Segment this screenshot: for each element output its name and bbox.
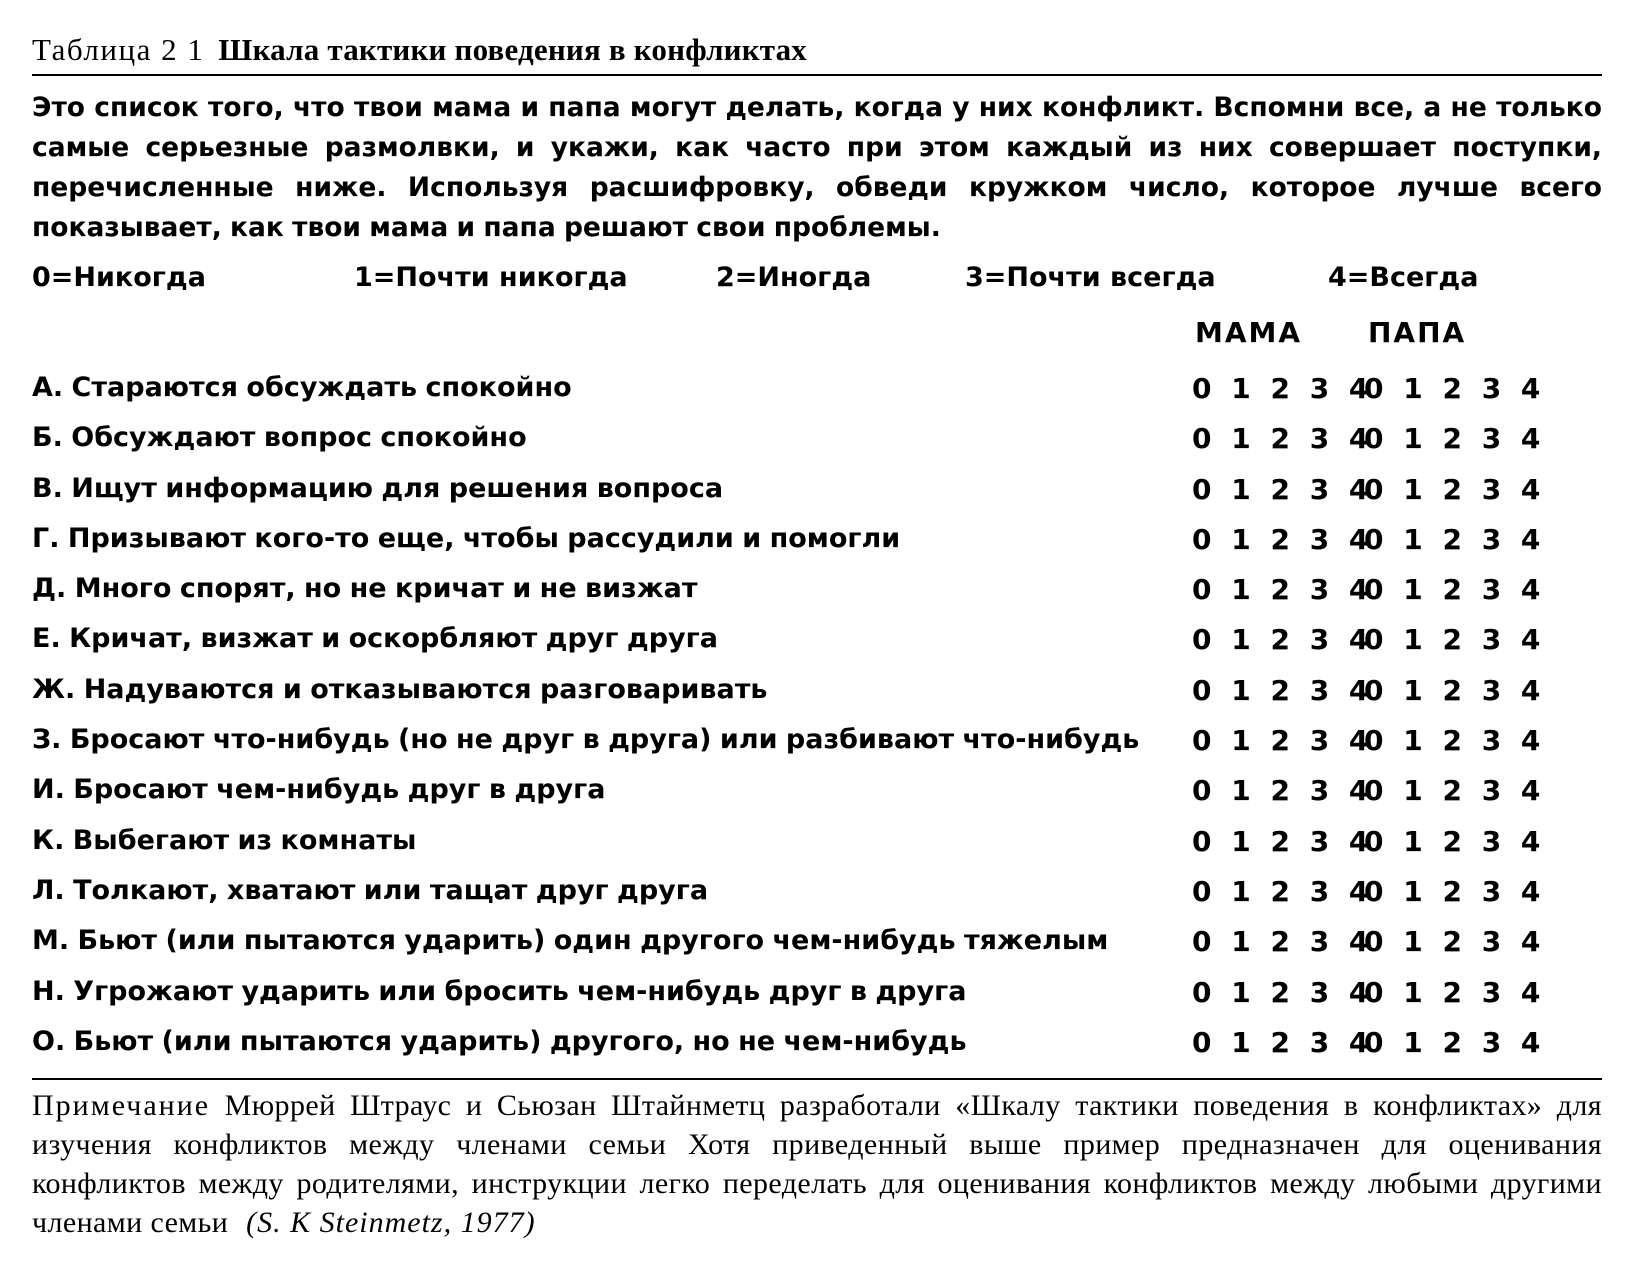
- item-text: З. Бросают что-нибудь (но не друг в друга) или разбивают что-нибудь: [32, 724, 1140, 756]
- item-dad-scale[interactable]: 0 1 2 3 4: [1364, 372, 1546, 405]
- scale-legend: [32, 252, 1602, 304]
- scale-legend-3: 3=Почти всегда: [965, 262, 1216, 293]
- item-text: М. Бьют (или пытаются ударить) один другого чем-нибудь тяжелым: [32, 925, 1109, 957]
- item-dad-scale[interactable]: 0 1 2 3 4: [1364, 874, 1546, 908]
- table-title: [32, 28, 1602, 72]
- note-citation: (S. K Steinmetz, 1977): [246, 1206, 536, 1240]
- item-mom-scale[interactable]: 0 1 2 3 4: [1192, 774, 1374, 808]
- item-dad-scale[interactable]: 0 1 2 3 4: [1364, 673, 1546, 707]
- item-text: В. Ищут информацию для решения вопроса: [32, 472, 724, 504]
- item-dad-scale[interactable]: 0 1 2 3 4: [1364, 472, 1546, 506]
- item-dad-scale[interactable]: 0 1 2 3 4: [1364, 573, 1546, 607]
- item-mom-scale[interactable]: 0 1 2 3 4: [1192, 372, 1374, 405]
- item-text: О. Бьют (или пытаются ударить) другого, но не чем-нибудь: [32, 1025, 967, 1057]
- item-text: Ж. Надуваются и отказываются разговаривать: [32, 673, 768, 705]
- item-dad-scale[interactable]: 0 1 2 3 4: [1364, 975, 1546, 1009]
- item-mom-scale[interactable]: 0 1 2 3 4: [1192, 673, 1374, 707]
- column-headers: [32, 304, 1602, 356]
- column-header-dad: ПАПА: [1368, 316, 1467, 349]
- top-rule: [32, 74, 1602, 76]
- item-row: [32, 867, 1602, 917]
- scale-legend-4: 4=Всегда: [1328, 262, 1479, 293]
- column-header-mom: МАМА: [1195, 316, 1303, 349]
- item-text: А. Стараются обсуждать спокойно: [32, 372, 572, 403]
- item-mom-scale[interactable]: 0 1 2 3 4: [1192, 623, 1374, 657]
- item-text: К. Выбегают из комнаты: [32, 824, 417, 856]
- item-row: [32, 917, 1602, 967]
- instructions-paragraph: Это список того, что твои мама и папа могут делать, когда у них конфликт. Вспомни все, а не только самые серьезные размолвки, и укажи, как часто при этом каждый из них совершает поступки, перечисленные ниже. Используя расшифровку, обведи кружком число, которое лучше всего показывает, как твои мама и папа решают свои проблемы.: [32, 92, 1602, 243]
- item-dad-scale[interactable]: 0 1 2 3 4: [1364, 1025, 1546, 1059]
- item-row: [32, 364, 1602, 414]
- item-mom-scale[interactable]: 0 1 2 3 4: [1192, 422, 1374, 456]
- item-mom-scale[interactable]: 0 1 2 3 4: [1192, 925, 1374, 959]
- item-mom-scale[interactable]: 0 1 2 3 4: [1192, 522, 1374, 556]
- item-row: [32, 565, 1602, 615]
- item-mom-scale[interactable]: 0 1 2 3 4: [1192, 824, 1374, 858]
- item-row: [32, 1018, 1602, 1068]
- item-mom-scale[interactable]: 0 1 2 3 4: [1192, 573, 1374, 607]
- scale-legend-0: 0=Никогда: [32, 262, 206, 293]
- table-name: Шкала тактики поведения в конфликтах: [218, 32, 807, 67]
- document-page: [32, 28, 1602, 1242]
- items-list: [32, 364, 1602, 1068]
- item-dad-scale[interactable]: 0 1 2 3 4: [1364, 623, 1546, 657]
- item-text: Е. Кричат, визжат и оскорбляют друг друга: [32, 623, 718, 655]
- item-mom-scale[interactable]: 0 1 2 3 4: [1192, 472, 1374, 506]
- item-row: [32, 414, 1602, 464]
- item-dad-scale[interactable]: 0 1 2 3 4: [1364, 925, 1546, 959]
- item-row: [32, 766, 1602, 816]
- bottom-rule: [32, 1078, 1602, 1080]
- item-dad-scale[interactable]: 0 1 2 3 4: [1364, 422, 1546, 456]
- item-text: И. Бросают чем-нибудь друг в друга: [32, 774, 606, 806]
- item-mom-scale[interactable]: 0 1 2 3 4: [1192, 724, 1374, 758]
- note-text: Мюррей Штраус и Сьюзан Штайнметц разработали «Шкалу тактики поведения в конфликтах» для изучения конфликтов между членами семьи Хотя приведенный выше пример предназначен для оценивания конфликтов между родителями, инструкции легко переделать для оценивания конфликтов между любыми другими членами семьи: [32, 1089, 1602, 1240]
- item-dad-scale[interactable]: 0 1 2 3 4: [1364, 824, 1546, 858]
- item-text: Г. Призывают кого-то еще, чтобы рассудили и помогли: [32, 522, 901, 554]
- item-row: [32, 465, 1602, 515]
- item-text: Д. Много спорят, но не кричат и не визжат: [32, 573, 698, 605]
- item-text: Л. Толкают, хватают или тащат друг друга: [32, 874, 709, 906]
- item-mom-scale[interactable]: 0 1 2 3 4: [1192, 874, 1374, 908]
- item-dad-scale[interactable]: 0 1 2 3 4: [1364, 522, 1546, 556]
- note-paragraph: [32, 1086, 1602, 1242]
- item-row: [32, 515, 1602, 565]
- item-mom-scale[interactable]: 0 1 2 3 4: [1192, 1025, 1374, 1059]
- scale-legend-2: 2=Иногда: [716, 262, 872, 293]
- item-row: [32, 666, 1602, 716]
- item-row: [32, 716, 1602, 766]
- item-mom-scale[interactable]: 0 1 2 3 4: [1192, 975, 1374, 1009]
- item-text: Н. Угрожают ударить или бросить чем-нибудь друг в друга: [32, 975, 967, 1007]
- scale-legend-1: 1=Почти никогда: [354, 262, 628, 293]
- item-dad-scale[interactable]: 0 1 2 3 4: [1364, 774, 1546, 808]
- item-dad-scale[interactable]: 0 1 2 3 4: [1364, 724, 1546, 758]
- item-row: [32, 615, 1602, 665]
- note-label: Примечание: [32, 1089, 211, 1123]
- item-row: [32, 968, 1602, 1018]
- item-row: [32, 817, 1602, 867]
- table-label: Таблица 2 1: [32, 32, 205, 67]
- item-text: Б. Обсуждают вопрос спокойно: [32, 422, 527, 454]
